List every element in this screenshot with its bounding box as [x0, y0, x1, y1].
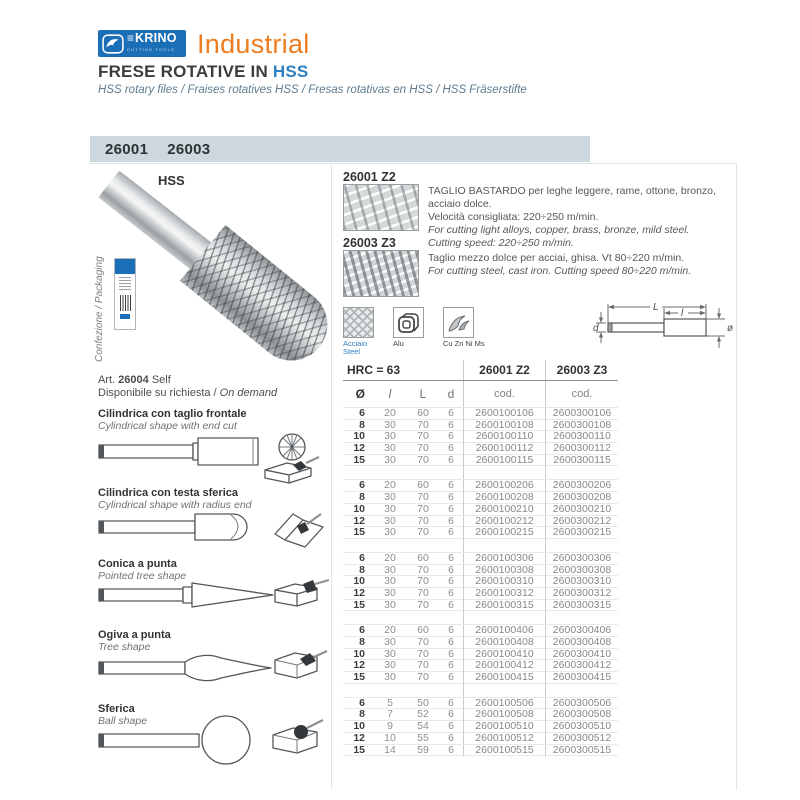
art-code: 26004 — [118, 374, 149, 386]
col-code-26001: 2600100506 — [463, 698, 545, 710]
col-L: 70 — [417, 659, 429, 672]
col-diameter: 6 — [359, 624, 365, 637]
col-diameter: 6 — [359, 479, 365, 492]
shape-5-name-it: Sferica — [98, 703, 135, 715]
krino-logo — [98, 30, 186, 57]
col-l: 7 — [387, 708, 393, 721]
krino-bars-icon: ≡ — [127, 31, 135, 45]
hardness-label: HRC = 63 — [347, 363, 401, 377]
dim-dia-label: ø — [727, 323, 734, 334]
col-l: 30 — [384, 586, 396, 599]
blister-header-card — [115, 259, 135, 274]
blister-text-lines — [119, 277, 131, 291]
application-corner-icon — [275, 651, 327, 678]
product-table — [343, 360, 618, 756]
col-code-26003: 2600300315 — [545, 600, 618, 612]
col-d: 6 — [448, 659, 454, 672]
material-icons — [343, 307, 485, 356]
col-l: 9 — [387, 720, 393, 733]
col-diameter: 6 — [359, 407, 365, 419]
col-code-26001: 2600100410 — [463, 649, 545, 661]
col-code-26001: 2600100208 — [463, 492, 545, 504]
shape-5-name-en: Ball shape — [98, 715, 148, 727]
table-row — [343, 733, 618, 745]
cu-label: Cu Zn Ni Ms — [443, 339, 485, 348]
col-l: 30 — [384, 453, 396, 466]
col-code-26003: 2600300106 — [545, 408, 618, 420]
col-diameter: 6 — [359, 696, 365, 709]
dimension-diagram — [592, 296, 740, 358]
col-code-26001: 2600100406 — [463, 625, 545, 637]
cut-texture-26001 — [343, 184, 419, 231]
col-d: 6 — [448, 502, 454, 515]
col-L: 70 — [417, 442, 429, 455]
col-L: 52 — [417, 708, 429, 721]
col-l: 30 — [384, 575, 396, 588]
col-d: 6 — [448, 598, 454, 611]
col-diameter: 8 — [359, 418, 365, 431]
cod-header-26001: cod. — [463, 381, 545, 407]
product-code-26001: 26001 Z2 — [343, 170, 396, 184]
col-d: 6 — [448, 696, 454, 709]
dim-l-label: l — [681, 308, 684, 319]
col-code-26001: 2600100210 — [463, 504, 545, 516]
shape-4-drawing — [95, 648, 335, 690]
col-code-26003: 2600300415 — [545, 672, 618, 684]
col-L: 70 — [417, 575, 429, 588]
col-l: 30 — [384, 502, 396, 515]
col-d: 6 — [448, 731, 454, 744]
col-diameter: 10 — [353, 720, 365, 733]
shape-1-name-en: Cylindrical shape with end cut — [98, 420, 237, 432]
col-L: 70 — [417, 418, 429, 431]
section-code-26001: 26001 — [105, 140, 149, 158]
steel-texture-icon — [343, 307, 374, 338]
shape-2-drawing — [95, 506, 335, 550]
col-l: 20 — [384, 624, 396, 637]
section-code-bar — [90, 136, 590, 162]
col-code-26003: 2600300310 — [545, 576, 618, 588]
col-d: 6 — [448, 647, 454, 660]
column-26003-header: 26003 Z3 — [545, 360, 618, 380]
application-scoop-icon — [273, 720, 323, 753]
on-demand-note — [98, 374, 277, 400]
application-surface-icon — [265, 457, 319, 483]
col-code-26001: 2600100212 — [463, 516, 545, 528]
col-d: 6 — [448, 636, 454, 648]
col-diameter: 8 — [359, 491, 365, 504]
product-desc-26001 — [428, 185, 736, 250]
desc-it-1: Taglio mezzo dolce per acciai, ghisa. Vt 80÷220 m/min. — [428, 252, 685, 264]
col-code-26001: 2600100110 — [463, 431, 545, 443]
col-L: 55 — [417, 731, 429, 744]
col-diameter: 15 — [353, 526, 365, 539]
col-code-26003: 2600300112 — [545, 443, 618, 455]
col-code-26001: 2600100315 — [463, 600, 545, 612]
col-code-26003: 2600300510 — [545, 721, 618, 733]
col-code-26003: 2600300206 — [545, 480, 618, 492]
packaging-blister-image — [114, 258, 136, 330]
art-self: Self — [148, 374, 171, 386]
col-code-26003: 2600300110 — [545, 431, 618, 443]
col-d: 6 — [448, 586, 454, 599]
col-d: 6 — [448, 624, 454, 637]
steel-label: Acciaio Steel — [343, 339, 368, 356]
col-l: 14 — [384, 743, 396, 756]
swallow-icon — [102, 34, 124, 54]
col-L: 60 — [417, 551, 429, 564]
table-header-row — [343, 360, 618, 381]
col-code-26003: 2600300412 — [545, 660, 618, 672]
col-code-26001: 2600100510 — [463, 721, 545, 733]
col-code-26001: 2600100108 — [463, 420, 545, 432]
col-code-26001: 2600100310 — [463, 576, 545, 588]
col-d: 6 — [448, 430, 454, 443]
table-row — [343, 527, 618, 539]
frame-top-rule — [90, 163, 737, 164]
table-group-gap — [343, 466, 618, 480]
col-diameter: 10 — [353, 502, 365, 515]
col-d: 6 — [448, 514, 454, 527]
alu-label: Alu — [393, 339, 404, 348]
desc-en-1: For cutting steel, cast iron. Cutting speed 80÷220 m/min. — [428, 265, 692, 277]
col-diameter: 15 — [353, 743, 365, 756]
col-d: 6 — [448, 563, 454, 576]
material-steel — [343, 307, 385, 356]
table-group-gap — [343, 684, 618, 698]
col-diameter: 15 — [353, 453, 365, 466]
col-L: 70 — [417, 453, 429, 466]
col-diameter: 10 — [353, 647, 365, 660]
col-l: 30 — [384, 418, 396, 431]
col-code-26003: 2600300515 — [545, 745, 618, 757]
col-d: 6 — [448, 442, 454, 455]
col-L: 60 — [417, 407, 429, 419]
col-d: 6 — [448, 453, 454, 466]
col-d: 6 — [448, 491, 454, 504]
col-l: 30 — [384, 671, 396, 684]
col-code-26001: 2600100512 — [463, 733, 545, 745]
cod-header-26003: cod. — [545, 381, 618, 407]
col-l: 30 — [384, 526, 396, 539]
col-code-26003: 2600300506 — [545, 698, 618, 710]
col-d: 6 — [448, 418, 454, 431]
art-label: Art. — [98, 374, 119, 386]
table-subheader-row — [343, 381, 618, 408]
desc-it-1: TAGLIO BASTARDO per leghe leggere, rame, ottone, bronzo, acciaio dolce. — [428, 185, 716, 210]
col-l: 20 — [384, 551, 396, 564]
shape-1-title — [98, 408, 247, 432]
shape-4-name-it: Ogiva a punta — [98, 629, 171, 641]
col-d: 6 — [448, 720, 454, 733]
col-L: 59 — [417, 743, 429, 756]
col-L: 70 — [417, 671, 429, 684]
alu-profile-icon — [393, 307, 424, 338]
shape-3-name-it: Conica a punta — [98, 558, 177, 570]
col-code-26003: 2600300512 — [545, 733, 618, 745]
col-code-26001: 2600100215 — [463, 527, 545, 539]
col-l: 30 — [384, 491, 396, 504]
col-code-26003: 2600300312 — [545, 588, 618, 600]
table-row — [343, 553, 618, 565]
col-L: 70 — [417, 598, 429, 611]
availability-en: On demand — [219, 387, 278, 399]
section-code-26003: 26003 — [167, 140, 211, 158]
col-l: 30 — [384, 636, 396, 648]
table-row — [343, 672, 618, 684]
col-l: 30 — [384, 598, 396, 611]
frame-right-rule — [736, 163, 737, 790]
col-l: 20 — [384, 407, 396, 419]
desc-en-1: For cutting light alloys, copper, brass, bronze, mild steel. — [428, 224, 690, 236]
col-L: 70 — [417, 563, 429, 576]
col-diameter: 8 — [359, 563, 365, 576]
col-diameter: 15 — [353, 598, 365, 611]
col-L: 70 — [417, 430, 429, 443]
col-diameter: 12 — [353, 586, 365, 599]
col-diameter: 8 — [359, 636, 365, 648]
col-code-26003: 2600300208 — [545, 492, 618, 504]
application-vgroove-icon — [275, 514, 323, 547]
page-subtitle: HSS rotary files / Fraises rotatives HSS / Fresas rotativas en HSS / HSS Fräserstifte — [98, 84, 527, 96]
col-diameter: 12 — [353, 659, 365, 672]
col-code-26003: 2600300210 — [545, 504, 618, 516]
col-diameter: 12 — [353, 731, 365, 744]
brand-subtitle: CUTTING TOOLS — [127, 47, 175, 52]
col-code-26001: 2600100412 — [463, 660, 545, 672]
col-code-26003: 2600300410 — [545, 649, 618, 661]
col-code-26001: 2600100106 — [463, 408, 545, 420]
product-desc-26003 — [428, 252, 736, 278]
shape-2-name-en: Cylindrical shape with radius end — [98, 499, 252, 511]
col-L: 60 — [417, 624, 429, 637]
col-l: 5 — [387, 696, 393, 709]
col-L: 70 — [417, 636, 429, 648]
dim-header-diameter: Ø — [355, 387, 365, 401]
col-l: 30 — [384, 563, 396, 576]
table-group-gap — [343, 539, 618, 553]
col-L: 70 — [417, 514, 429, 527]
col-d: 6 — [448, 526, 454, 539]
shape-1-drawing — [95, 432, 335, 486]
col-diameter: 10 — [353, 575, 365, 588]
column-26001-header: 26001 Z2 — [463, 360, 545, 380]
col-code-26003: 2600300308 — [545, 565, 618, 577]
table-row — [343, 408, 618, 420]
col-diameter: 12 — [353, 514, 365, 527]
shape-2-name-it: Cilindrica con testa sferica — [98, 487, 238, 499]
col-diameter: 15 — [353, 671, 365, 684]
col-d: 6 — [448, 708, 454, 721]
table-row — [343, 637, 618, 649]
packaging-label: Confezione / Packaging — [94, 256, 105, 362]
col-L: 60 — [417, 479, 429, 492]
dim-header-l: l — [388, 387, 392, 401]
shape-5-drawing — [95, 713, 335, 769]
shape-4-name-en: Tree shape — [98, 641, 151, 653]
col-code-26003: 2600300306 — [545, 553, 618, 565]
col-code-26003: 2600300406 — [545, 625, 618, 637]
col-d: 6 — [448, 407, 454, 419]
col-code-26003: 2600300108 — [545, 420, 618, 432]
availability-it: Disponibile su richiesta / — [98, 387, 220, 399]
table-group-gap — [343, 611, 618, 625]
table-row — [343, 455, 618, 467]
desc-en-2: Cutting speed: 220÷250 m/min. — [428, 237, 574, 249]
material-cu — [443, 307, 485, 356]
col-code-26001: 2600100515 — [463, 745, 545, 757]
col-code-26001: 2600100112 — [463, 443, 545, 455]
col-d: 6 — [448, 575, 454, 588]
col-L: 50 — [417, 696, 429, 709]
col-diameter: 12 — [353, 442, 365, 455]
desc-it-2: Velocità consigliata: 220÷250 m/min. — [428, 211, 599, 223]
col-code-26001: 2600100415 — [463, 672, 545, 684]
chips-icon — [443, 307, 474, 338]
col-code-26001: 2600100206 — [463, 480, 545, 492]
col-l: 20 — [384, 479, 396, 492]
col-diameter: 10 — [353, 430, 365, 443]
dim-header-L: L — [419, 387, 427, 401]
end-cut-face-icon — [279, 434, 305, 460]
col-l: 30 — [384, 442, 396, 455]
col-l: 10 — [384, 731, 396, 744]
table-row — [343, 588, 618, 600]
col-l: 30 — [384, 430, 396, 443]
col-diameter: 8 — [359, 708, 365, 721]
col-code-26001: 2600100508 — [463, 709, 545, 721]
col-d: 6 — [448, 551, 454, 564]
application-edge-icon — [275, 580, 329, 606]
col-L: 70 — [417, 647, 429, 660]
material-alu — [393, 307, 435, 356]
col-d: 6 — [448, 671, 454, 684]
col-code-26003: 2600300408 — [545, 637, 618, 649]
hss-material-label: HSS — [158, 173, 185, 188]
col-code-26001: 2600100408 — [463, 637, 545, 649]
product-line: Industrial — [197, 29, 310, 59]
page-title — [98, 62, 308, 82]
blister-barcode — [120, 295, 131, 311]
col-l: 30 — [384, 514, 396, 527]
col-l: 30 — [384, 647, 396, 660]
dim-header-d: d — [447, 387, 455, 401]
col-L: 54 — [417, 720, 429, 733]
dim-L-label: L — [653, 302, 659, 313]
product-code-26003: 26003 Z3 — [343, 236, 396, 250]
table-body — [343, 408, 618, 756]
col-L: 70 — [417, 586, 429, 599]
col-diameter: 6 — [359, 551, 365, 564]
col-L: 70 — [417, 502, 429, 515]
col-l: 30 — [384, 659, 396, 672]
page-title-main: FRESE ROTATIVE IN — [98, 62, 273, 81]
col-code-26003: 2600300508 — [545, 709, 618, 721]
dim-d-label: d — [593, 323, 599, 334]
col-d: 6 — [448, 479, 454, 492]
brand-name: KRINO — [135, 31, 177, 45]
page-title-accent: HSS — [272, 62, 309, 81]
col-code-26001: 2600100312 — [463, 588, 545, 600]
col-L: 70 — [417, 526, 429, 539]
shape-3-name-en: Pointed tree shape — [98, 570, 187, 582]
shape-3-drawing — [95, 576, 335, 616]
col-code-26001: 2600100308 — [463, 565, 545, 577]
table-row — [343, 443, 618, 455]
col-code-26001: 2600100306 — [463, 553, 545, 565]
cut-texture-26003 — [343, 250, 419, 297]
col-L: 70 — [417, 491, 429, 504]
col-code-26003: 2600300215 — [545, 527, 618, 539]
shape-1-name-it: Cilindrica con taglio frontale — [98, 408, 247, 420]
col-code-26003: 2600300115 — [545, 455, 618, 467]
col-d: 6 — [448, 743, 454, 756]
table-row — [343, 504, 618, 516]
col-code-26001: 2600100115 — [463, 455, 545, 467]
table-row — [343, 745, 618, 757]
table-row — [343, 600, 618, 612]
blister-footer — [120, 314, 130, 319]
col-code-26003: 2600300212 — [545, 516, 618, 528]
